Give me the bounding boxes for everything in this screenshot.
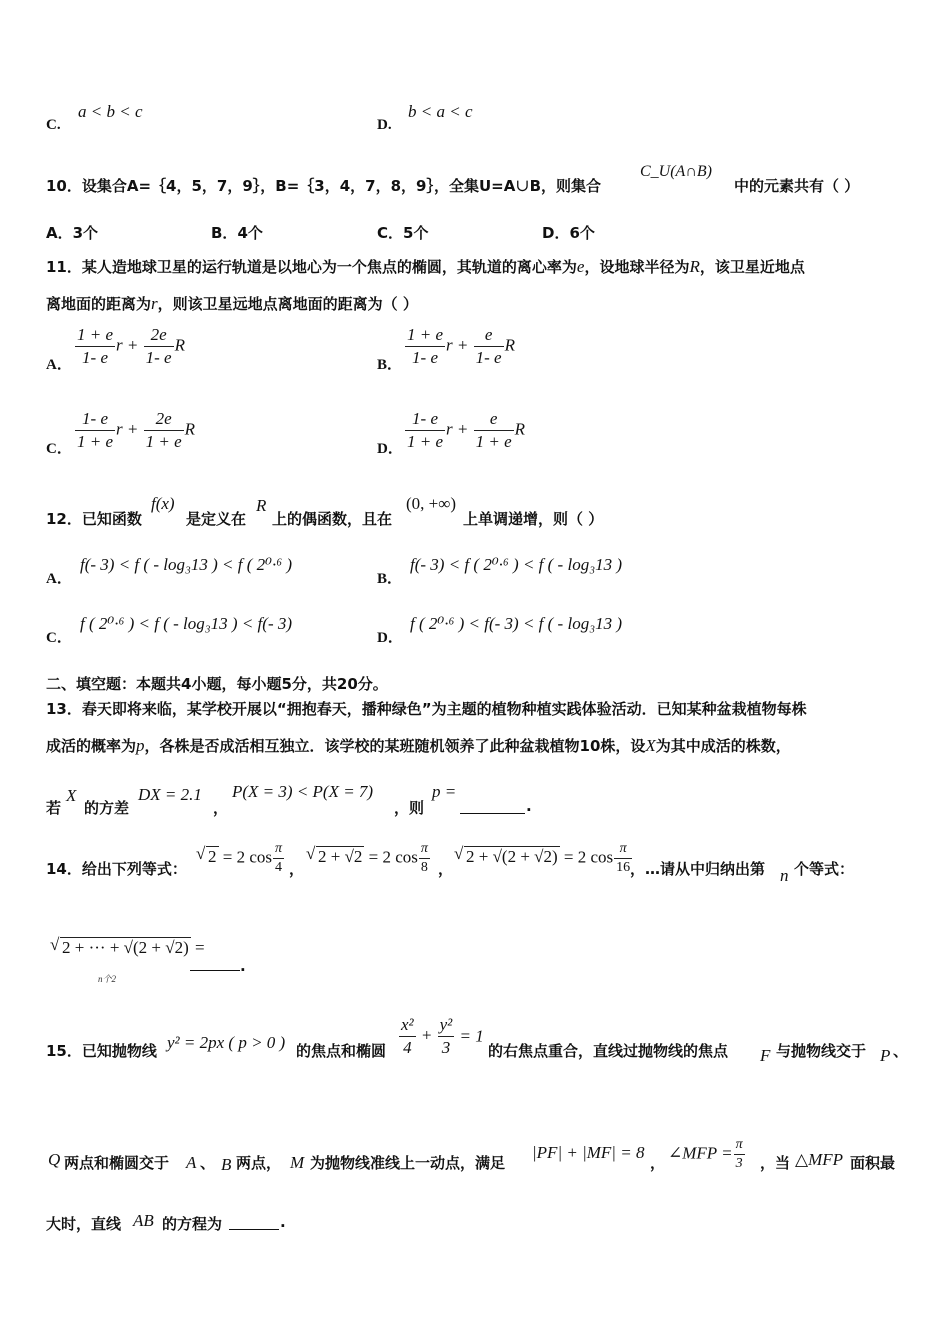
q10-option-a-text: 3个 — [72, 224, 99, 242]
q15-line2-part-a: 两点和椭圆交于 — [64, 1154, 170, 1172]
q10-stem-part-c: 中的元素共有（ ） — [734, 177, 860, 195]
q13-comma: ， — [213, 799, 229, 817]
q15-stem-part-c: 的右焦点重合，直线过抛物线的焦点 — [488, 1042, 729, 1060]
q15-line3-part-a: 大时，直线 — [46, 1215, 122, 1233]
q12-option-c-expression: f ( 2⁰·⁶ ) < f ( - log₃13 ) < f(- 3) — [80, 614, 293, 633]
q15-line2-part-e: 面积最 — [850, 1154, 896, 1172]
q12-option-a-expression: f(- 3) < f ( - log₃13 ) < f ( 2⁰·⁶ ) — [80, 555, 293, 574]
q14-answer-lhs: √ 2 + ··· + √(2 + √2) = — [52, 937, 205, 958]
fraction: $\frac{1- e}{1 + e}$ — [407, 409, 444, 451]
q10-option-d-text: 6个 — [569, 224, 595, 242]
q15-separator: 、 — [200, 1154, 216, 1172]
q12-fx: f(x) — [151, 494, 175, 513]
q15-line2-part-d: ，当 — [760, 1154, 791, 1172]
q11-option-c-expression: $\frac{1- e}{1 + e}$ r + $\frac{2e}{1 + e}$ R — [77, 409, 196, 451]
q13-line3-part-a: 若 — [46, 799, 62, 817]
q14-equation-1: √ 2 = 2 cos $\frac{\pi}{4}$ — [198, 840, 285, 877]
q15-ellipse: $\frac{\text{x²}}{4}$ + $\frac{\text{y²}}{3}$ = 1 — [401, 1015, 484, 1057]
q13-probability-condition: P(X = 3) < P(X = 7) — [232, 782, 374, 801]
q11-stem-line1 — [46, 256, 805, 277]
q15-var-B: B — [221, 1155, 232, 1174]
q12-interval: (0, +∞) — [406, 494, 457, 513]
fraction: $\frac{\pi}{4}$ — [275, 841, 283, 875]
q15-var-Q: Q — [48, 1150, 61, 1169]
q10-option-b-label: B． — [211, 224, 238, 242]
q13-line1: 13．春天即将来临，某学校开展以“拥抱春天，播种绿色”为主题的植物种植实践体验活动．已知某种盆栽植物每株 — [46, 700, 807, 718]
q15-var-P: P — [880, 1046, 891, 1065]
q15-answer-blank[interactable] — [229, 1213, 279, 1230]
q13-var-p: p — [136, 736, 145, 755]
q10-option-c-label: C． — [377, 224, 404, 242]
q13-variance: DX = 2.1 — [138, 785, 202, 804]
sqrt-symbol: √ 2 + √2 — [316, 846, 364, 867]
q14-comma-2: ， — [438, 860, 454, 878]
q12-stem-part-b: 是定义在 — [186, 510, 247, 528]
q15-comma: ， — [650, 1154, 666, 1172]
q15-var-A: A — [186, 1153, 197, 1172]
fraction: $\frac{\text{x²}}{4}$ — [401, 1015, 414, 1057]
q15-stem-part-a: 15．已知抛物线 — [46, 1042, 157, 1060]
q15-var-F: F — [760, 1046, 771, 1065]
q13-line2-part-a: 成活的概率为 — [46, 737, 137, 755]
q14-stem-part-c: 个等式： — [794, 860, 855, 878]
q15-stem-part-e: 、 — [893, 1042, 909, 1060]
fraction: $\frac{e}{1 + e}$ — [475, 409, 512, 451]
q11-option-b-label: B． — [377, 357, 403, 373]
q10-option-b-text: 4个 — [237, 224, 263, 242]
q13-p-eq: p = — [432, 782, 457, 801]
q11-var-e: e — [576, 257, 585, 276]
q10-union-symbol: ∪ — [515, 176, 530, 195]
fraction: $\frac{2e}{1- e}$ — [145, 325, 172, 367]
q12-stem-part-c: 上的偶函数，且在 — [272, 510, 393, 528]
fraction: $\frac{\text{y²}}{3}$ — [439, 1015, 453, 1057]
q11-var-R: R — [689, 257, 700, 276]
fraction: $\frac{1 + e}{1- e}$ — [77, 325, 114, 367]
q14-period: . — [240, 957, 246, 975]
q14-answer-blank[interactable] — [190, 954, 240, 971]
sqrt-symbol: √ 2 + ··· + √(2 + √2) — [60, 937, 191, 958]
q15-line2-part-b: 两点， — [236, 1154, 282, 1172]
q12-option-d-label: D． — [377, 630, 403, 646]
section-heading: 二、填空题：本题共4小题，每小题5分，共20分。 — [46, 675, 388, 693]
q13-line3-part-c: ，则 — [394, 799, 425, 817]
q10-option-c — [377, 222, 428, 243]
q11-option-a-expression: $\frac{1 + e}{1- e}$ r + $\frac{2e}{1- e}$ R — [77, 325, 185, 367]
q15-period: . — [280, 1213, 286, 1231]
q15-stem-part-d: 与抛物线交于 — [776, 1042, 867, 1060]
q11-option-a-label: A． — [46, 357, 72, 373]
q10-option-a — [46, 222, 98, 243]
q10-option-d — [542, 222, 595, 243]
q14-var-n: n — [780, 866, 789, 885]
q10-option-c-text: 5个 — [403, 224, 429, 242]
q9-option-c-expression: a < b < c — [78, 102, 143, 121]
q10-stem-part-a: 10．设集合A=｛4，5，7，9｝，B=｛3，4，7，8，9｝，全集U=A — [46, 177, 516, 195]
fraction: $\frac{e}{1- e}$ — [475, 325, 502, 367]
q10-stem-part-b: B，则集合 — [529, 177, 602, 195]
q13-line2 — [46, 735, 791, 756]
q15-var-M: M — [290, 1153, 305, 1172]
q11-stem-line2 — [46, 293, 418, 314]
q11-option-d-expression: $\frac{1- e}{1 + e}$ r + $\frac{e}{1 + e}$ R — [407, 409, 526, 451]
q11-line1-part-b: ，设地球半径为 — [584, 258, 690, 276]
q12-option-b-label: B． — [377, 571, 403, 587]
q15-angle: ∠MFP = $\frac{\pi}{3}$ — [668, 1137, 743, 1171]
q15-parabola: y² = 2px ( p > 0 ) — [167, 1033, 286, 1052]
fraction: $\frac{1 + e}{1- e}$ — [407, 325, 444, 367]
q14-comma-1: ， — [289, 860, 305, 878]
fraction: $\frac{2e}{1 + e}$ — [145, 409, 182, 451]
q9-option-d-label: D. — [377, 117, 392, 133]
sqrt-symbol: √ 2 + √(2 + √2) — [464, 846, 560, 867]
q15-stem-part-b: 的焦点和椭圆 — [296, 1042, 387, 1060]
q11-line1-part-c: ，该卫星近地点 — [699, 258, 805, 276]
q15-line2-part-c: 为抛物线准线上一动点，满足 — [310, 1154, 506, 1172]
fraction: $\frac{1- e}{1 + e}$ — [77, 409, 114, 451]
q11-option-b-expression: $\frac{1 + e}{1- e}$ r + $\frac{e}{1- e}$ R — [407, 325, 515, 367]
q13-period: . — [526, 797, 532, 815]
q12-stem-part-a: 12．已知函数 — [46, 510, 142, 528]
q9-option-c-label: C. — [46, 117, 61, 133]
q12-option-d-expression: f ( 2⁰·⁶ ) < f(- 3) < f ( - log₃13 ) — [410, 614, 623, 633]
q13-line2-part-c: 为其中成活的株数， — [655, 737, 791, 755]
q11-line1-part-a: 11．某人造地球卫星的运行轨道是以地心为一个焦点的椭圆，其轨道的离心率为 — [46, 258, 577, 276]
sqrt-symbol: √ 2 — [206, 846, 219, 867]
q14-underbrace-note: n个2 — [98, 974, 117, 984]
q11-var-r: r — [151, 294, 158, 313]
fraction: $\frac{\pi}{3}$ — [735, 1137, 743, 1171]
q15-line3-part-b: 的方程为 — [162, 1215, 223, 1233]
q15-triangle: △MFP — [795, 1150, 844, 1169]
q11-line2-part-b: ，则该卫星远地点离地面的距离为（ ） — [157, 295, 418, 313]
q11-option-c-label: C． — [46, 441, 72, 457]
q10-set-expression: C_U(A∩B) — [640, 163, 712, 180]
q10-option-b — [211, 222, 263, 243]
q13-line3-part-b: 的方差 — [84, 799, 130, 817]
q12-R: R — [256, 496, 267, 515]
q14-stem-part-a: 14．给出下列等式： — [46, 860, 187, 878]
q13-line2-part-b: ，各株是否成活相互独立．该学校的某班随机领养了此种盆栽植物10株，设 — [144, 737, 646, 755]
q9-option-d-expression: b < a < c — [408, 102, 473, 121]
q12-option-a-label: A． — [46, 571, 72, 587]
q13-answer-blank[interactable] — [460, 797, 525, 814]
q14-equation-3: √ 2 + √(2 + √2) = 2 cos $\frac{\pi}{16}$ — [456, 840, 633, 877]
q12-option-b-expression: f(- 3) < f ( 2⁰·⁶ ) < f ( - log₃13 ) — [410, 555, 623, 574]
fraction: $\frac{\pi}{16}$ — [616, 841, 631, 875]
fraction: $\frac{\pi}{8}$ — [420, 841, 428, 875]
q10-option-d-label: D． — [542, 224, 570, 242]
q14-equation-2: √ 2 + √2 = 2 cos $\frac{\pi}{8}$ — [308, 840, 431, 877]
q15-distance-condition: |PF| + |MF| = 8 — [532, 1143, 645, 1162]
q13-var-X-2: X — [66, 786, 77, 805]
q12-option-c-label: C． — [46, 630, 72, 646]
q13-var-X: X — [645, 736, 656, 755]
q10-stem — [46, 175, 601, 196]
q10-option-a-label: A． — [46, 224, 73, 242]
q12-stem-part-d: 上单调递增，则（ ） — [463, 510, 604, 528]
q11-line2-part-a: 离地面的距离为 — [46, 295, 152, 313]
q11-option-d-label: D． — [377, 441, 403, 457]
q14-stem-part-b: ，…请从中归纳出第 — [630, 860, 766, 878]
q15-line-AB: AB — [133, 1211, 154, 1230]
